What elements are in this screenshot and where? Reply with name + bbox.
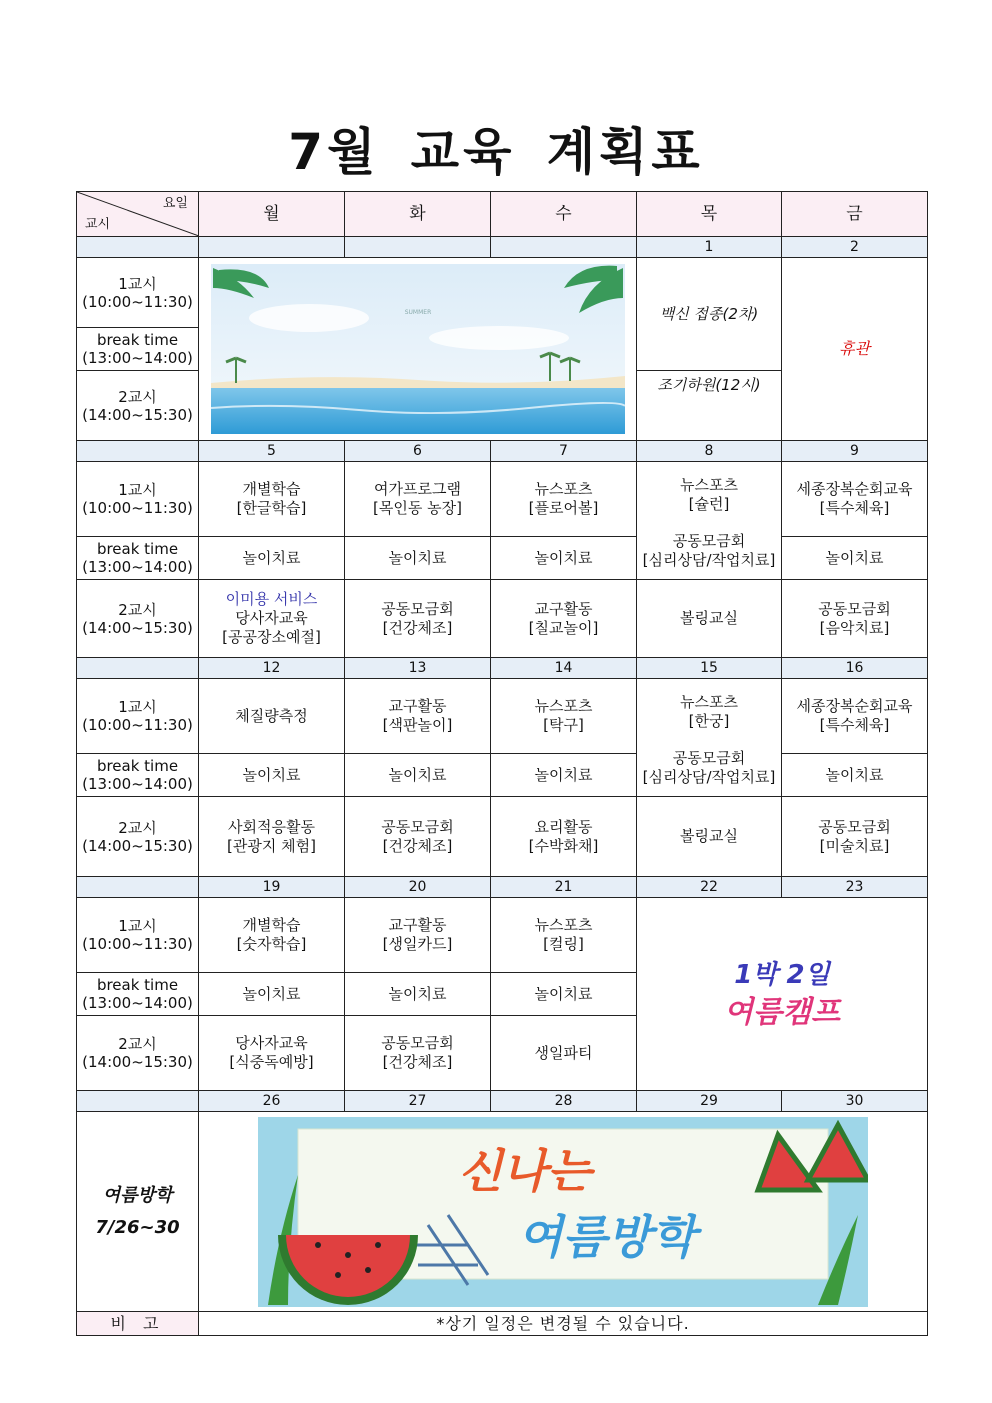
cell-mon-w4-brk: 놀이치료 [199, 973, 345, 1016]
date-cell: 1 [637, 237, 782, 258]
svg-text:신나는: 신나는 [458, 1143, 592, 1198]
cell-fri-w2-brk: 놀이치료 [782, 537, 928, 580]
cell-thu-w2-p2: 볼링교실 [637, 580, 782, 658]
cell-fri-w2-p2: 공동모금회 [음악치료] [782, 580, 928, 658]
period-1: 1교시 (10:00~11:30) [77, 679, 199, 754]
cell-mon-w3-brk: 놀이치료 [199, 754, 345, 797]
day-label: 요일 [162, 196, 188, 211]
date-row [77, 1091, 928, 1112]
date-cell: 7 [491, 441, 637, 462]
svg-text:여름방학: 여름방학 [518, 1209, 696, 1264]
svg-text:SUMMER: SUMMER [404, 309, 432, 316]
remarks-label: 비 고 [77, 1312, 199, 1336]
cell-fri-w1: 휴관 [782, 258, 928, 441]
day-mon: 월 [199, 192, 345, 237]
date-cell: 8 [637, 441, 782, 462]
date-cell: 9 [782, 441, 928, 462]
date-cell [345, 237, 491, 258]
day-tue: 화 [345, 192, 491, 237]
cell-tue-w3-p2: 공동모금회 [건강체조] [345, 797, 491, 877]
cell-wed-w2-brk: 놀이치료 [491, 537, 637, 580]
cell-wed-w4-p2: 생일파티 [491, 1016, 637, 1091]
cell-wed-w4-brk: 놀이치료 [491, 973, 637, 1016]
cell-wed-w3-p1: 뉴스포츠 [탁구] [491, 679, 637, 754]
cell-fri-w3-p2: 공동모금회 [미술치료] [782, 797, 928, 877]
date-cell: 15 [637, 658, 782, 679]
date-cell: 20 [345, 877, 491, 898]
day-wed: 수 [491, 192, 637, 237]
cell-tue-w4-p1: 교구활동 [생일카드] [345, 898, 491, 973]
date-cell: 19 [199, 877, 345, 898]
period-break: break time (13:00~14:00) [77, 328, 199, 371]
cell-tue-w2-brk: 놀이치료 [345, 537, 491, 580]
date-cell [199, 237, 345, 258]
date-row [77, 441, 928, 462]
cell-tue-w4-brk: 놀이치료 [345, 973, 491, 1016]
cell-thu-w1-top: 백신 접종(2차) [637, 258, 782, 371]
date-cell: 12 [199, 658, 345, 679]
date-cell: 30 [782, 1091, 928, 1112]
date-cell: 21 [491, 877, 637, 898]
cell-thu-w2-p1: 뉴스포츠 [슐런] 공동모금회 [심리상담/작업치료] [637, 462, 782, 580]
date-cell: 2 [782, 237, 928, 258]
summer-vacation-banner [199, 1112, 928, 1312]
period-break: break time (13:00~14:00) [77, 537, 199, 580]
period-1: 1교시 (10:00~11:30) [77, 258, 199, 328]
cell-tue-w2-p1: 여가프로그램 [목인동 농장] [345, 462, 491, 537]
date-cell [491, 237, 637, 258]
period-2: 2교시 (14:00~15:30) [77, 371, 199, 441]
cell-mon-w3-p2: 사회적응활동 [관광지 체험] [199, 797, 345, 877]
period-break: break time (13:00~14:00) [77, 973, 199, 1016]
cell-tue-w4-p2: 공동모금회 [건강체조] [345, 1016, 491, 1091]
date-cell: 29 [637, 1091, 782, 1112]
period-2: 2교시 (14:00~15:30) [77, 1016, 199, 1091]
date-cell: 6 [345, 441, 491, 462]
date-cell: 14 [491, 658, 637, 679]
cell-mon-w2-p1: 개별학습 [한글학습] [199, 462, 345, 537]
cell-thu-w3-p1: 뉴스포츠 [한궁] 공동모금회 [심리상담/작업치료] [637, 679, 782, 797]
date-cell: 5 [199, 441, 345, 462]
remarks-note: *상기 일정은 변경될 수 있습니다. [199, 1312, 928, 1336]
period-break: break time (13:00~14:00) [77, 754, 199, 797]
period-1: 1교시 (10:00~11:30) [77, 898, 199, 973]
date-cell: 23 [782, 877, 928, 898]
date-cell: 28 [491, 1091, 637, 1112]
page-title: 7월 교육 계획표 [288, 123, 704, 181]
date-cell: 13 [345, 658, 491, 679]
date-row [77, 658, 928, 679]
date-row [77, 237, 928, 258]
cell-thu-w1-bottom: 조기하원(12시) [637, 351, 782, 421]
cell-tue-w3-p1: 교구활동 [색판놀이] [345, 679, 491, 754]
cell-wed-w3-brk: 놀이치료 [491, 754, 637, 797]
cell-fri-w3-p1: 세종장복순회교육 [특수체육] [782, 679, 928, 754]
cell-wed-w3-p2: 요리활동 [수박화채] [491, 797, 637, 877]
cell-wed-w2-p1: 뉴스포츠 [플로어볼] [491, 462, 637, 537]
schedule-table [76, 191, 928, 1336]
date-cell: 22 [637, 877, 782, 898]
cell-mon-w2-p2: 이미용 서비스 당사자교육 [공공장소예절] [199, 580, 345, 658]
day-thu: 목 [637, 192, 782, 237]
cell-wed-w4-p1: 뉴스포츠 [컬링] [491, 898, 637, 973]
period-2: 2교시 (14:00~15:30) [77, 580, 199, 658]
cell-mon-w4-p2: 당사자교육 [식중독예방] [199, 1016, 345, 1091]
cell-mon-w3-p1: 체질량측정 [199, 679, 345, 754]
cell-fri-w3-brk: 놀이치료 [782, 754, 928, 797]
cell-thu-w3-p2: 볼링교실 [637, 797, 782, 877]
summer-camp-banner: 1박 2일 여름캠프 [637, 898, 928, 1091]
summer-beach-image [199, 258, 637, 441]
period-2: 2교시 (14:00~15:30) [77, 797, 199, 877]
cell-mon-w2-brk: 놀이치료 [199, 537, 345, 580]
date-cell: 27 [345, 1091, 491, 1112]
date-row [77, 877, 928, 898]
date-cell: 16 [782, 658, 928, 679]
date-cell: 26 [199, 1091, 345, 1112]
vacation-cell: 여름방학 7/26~30 [77, 1112, 199, 1312]
period-1: 1교시 (10:00~11:30) [77, 462, 199, 537]
period-label: 교시 [85, 217, 111, 232]
cell-wed-w2-p2: 교구활동 [칠교놀이] [491, 580, 637, 658]
day-fri: 금 [782, 192, 928, 237]
cell-fri-w2-p1: 세종장복순회교육 [특수체육] [782, 462, 928, 537]
cell-tue-w3-brk: 놀이치료 [345, 754, 491, 797]
cell-mon-w4-p1: 개별학습 [숫자학습] [199, 898, 345, 973]
cell-tue-w2-p2: 공동모금회 [건강체조] [345, 580, 491, 658]
corner-cell [77, 192, 199, 237]
